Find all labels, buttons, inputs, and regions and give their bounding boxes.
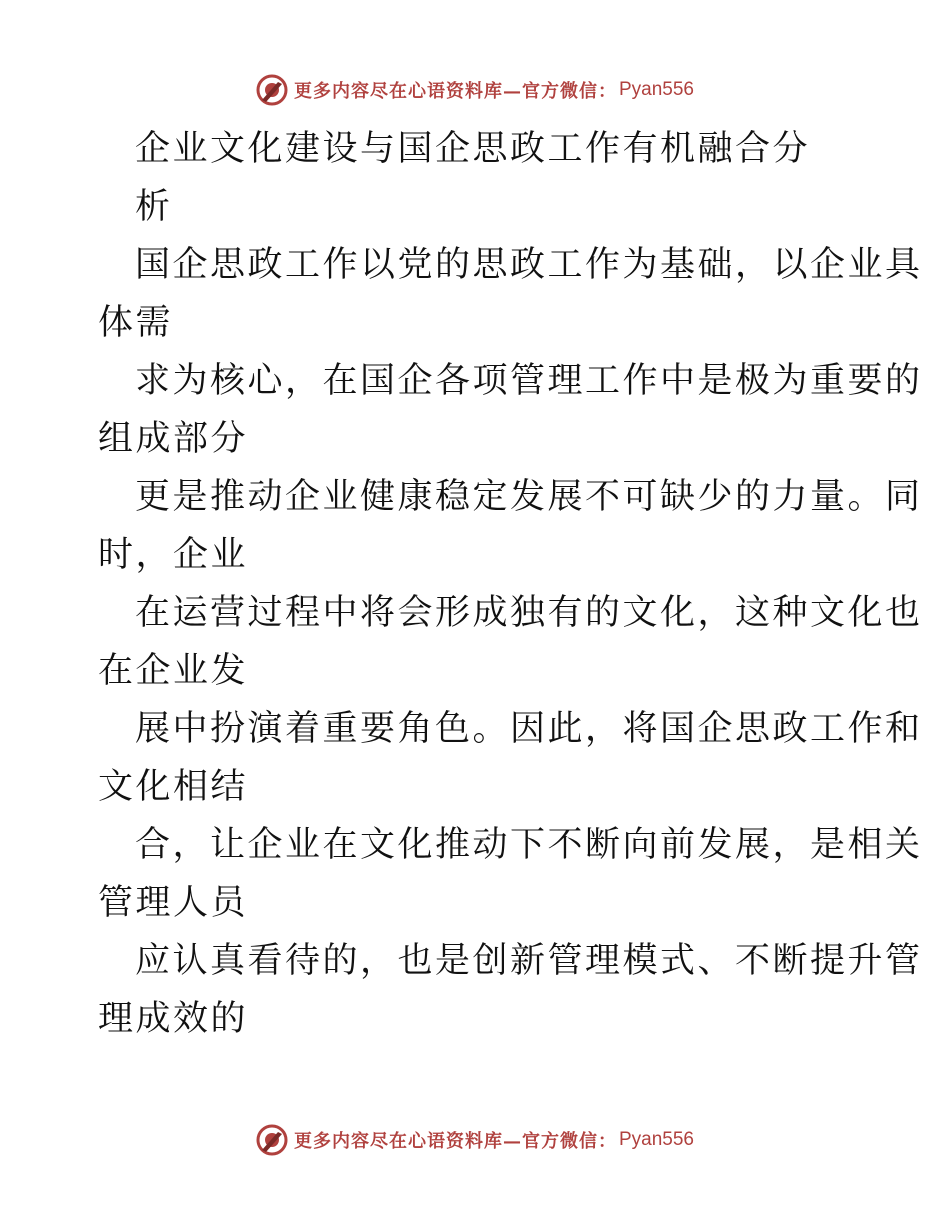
- doc-line: 在企业发: [98, 651, 249, 691]
- doc-line: 更是推动企业健康稳定发展不可缺少的力量。同: [135, 477, 923, 517]
- doc-line: 应认真看待的，也是创新管理模式、不断提升管: [135, 941, 923, 981]
- banner-contact-label: —官方微信：: [502, 81, 617, 102]
- footer-banner: [0, 1120, 950, 1160]
- doc-title-line-2: 析: [135, 187, 173, 227]
- banner-wechat-id: Pyan556: [618, 79, 694, 100]
- brand-logo-icon: [256, 1124, 288, 1156]
- brand-logo-icon: [256, 74, 288, 106]
- doc-line: 展中扮演着重要角色。因此，将国企思政工作和: [135, 709, 923, 749]
- banner-wechat-id: Pyan556: [618, 1129, 694, 1150]
- doc-title-line-1: 企业文化建设与国企思政工作有机融合分: [135, 129, 811, 169]
- banner-contact-label: —官方微信：: [502, 1131, 617, 1152]
- doc-line: 合，让企业在文化推动下不断向前发展，是相关: [135, 825, 923, 865]
- banner-brand-text: 更多内容尽在心语资料库: [293, 1131, 503, 1152]
- banner-brand-text: 更多内容尽在心语资料库: [293, 81, 503, 102]
- doc-line: 文化相结: [98, 767, 249, 807]
- doc-line: 国企思政工作以党的思政工作为基础，以企业具: [135, 245, 923, 285]
- document-body: [98, 120, 923, 1048]
- header-banner: [0, 70, 950, 110]
- doc-line: 理成效的: [98, 999, 249, 1039]
- doc-line: 求为核心，在国企各项管理工作中是极为重要的: [135, 361, 923, 401]
- doc-line: 管理人员: [98, 883, 249, 923]
- doc-line: 组成部分: [98, 419, 249, 459]
- doc-line: 体需: [98, 303, 174, 343]
- doc-line: 时，企业: [98, 535, 249, 575]
- doc-line: 在运营过程中将会形成独有的文化，这种文化也: [135, 593, 923, 633]
